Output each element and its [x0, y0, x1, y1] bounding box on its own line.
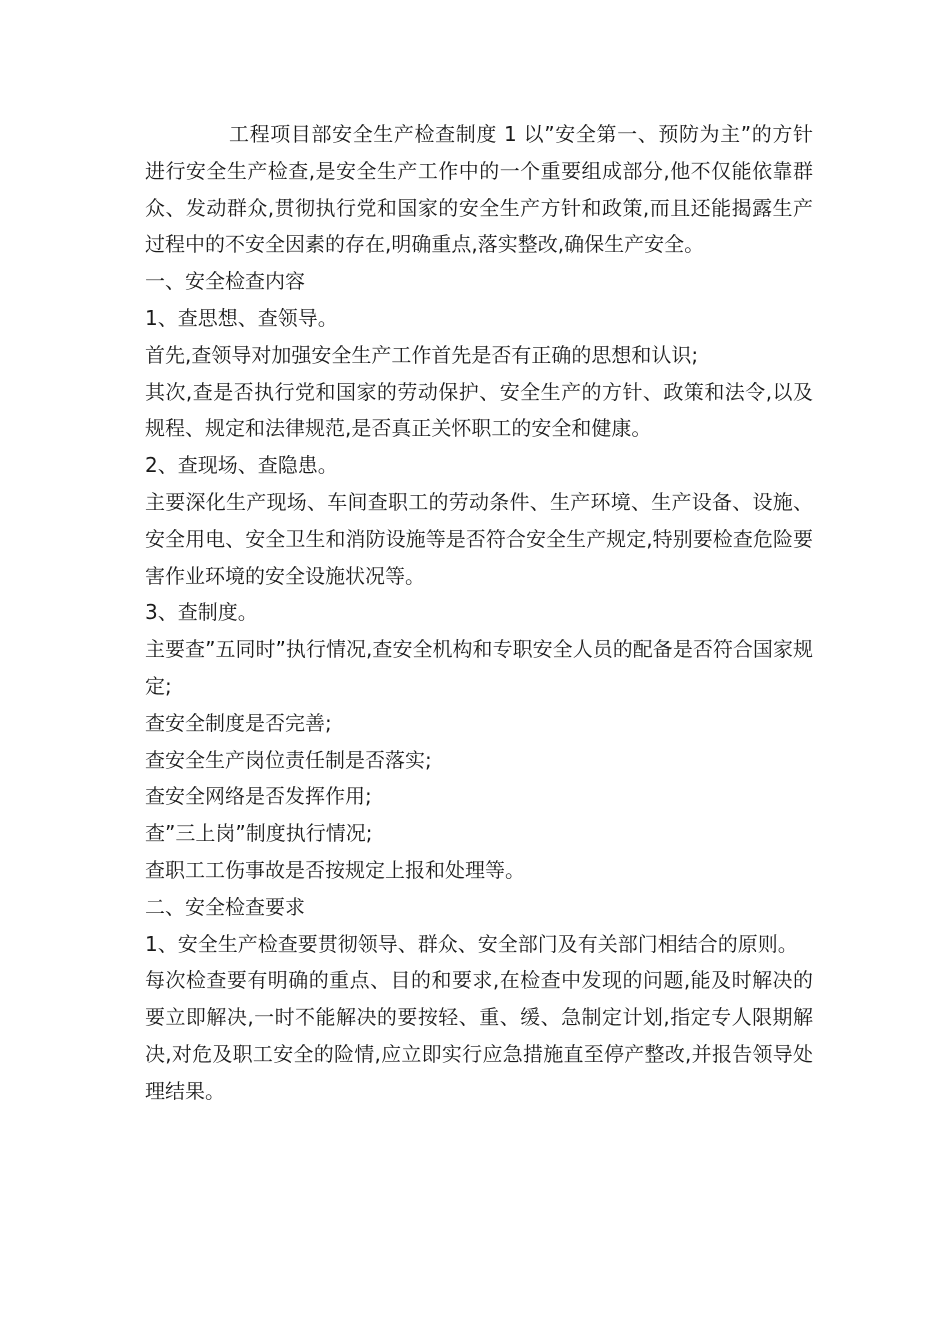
subheading-ideology-leadership: 1、查思想、查领导。 [145, 305, 338, 330]
paragraph: 主要查”五同时”执行情况,查安全机构和专职安全人员的配备是否符合国家规定; [145, 637, 813, 698]
section-heading-inspection-requirements: 二、安全检查要求 [145, 894, 305, 919]
section-heading-inspection-content: 一、安全检查内容 [145, 269, 305, 294]
paragraph: 首先,查领导对加强安全生产工作首先是否有正确的思想和认识; [145, 342, 699, 367]
paragraph: 其次,查是否执行党和国家的劳动保护、安全生产的方针、政策和法令,以及规程、规定和法律规范,是否真正关怀职工的安全和健康。 [145, 379, 813, 441]
paragraph: 查安全生产岗位责任制是否落实; [145, 747, 432, 772]
subheading-site-hazards: 2、查现场、查隐患。 [145, 453, 338, 478]
paragraph: 查职工工伤事故是否按规定上报和处理等。 [145, 857, 525, 882]
paragraph: 主要深化生产现场、车间查职工的劳动条件、生产环境、生产设备、设施、安全用电、安全卫生和消防设施等是否符合安全生产规定,特别要检查危险要害作业环境的安全设施状况等。 [145, 489, 813, 588]
paragraph: 查”三上岗”制度执行情况; [145, 821, 373, 846]
document-body [145, 116, 813, 1110]
subheading-systems: 3、查制度。 [145, 600, 258, 625]
intro-paragraph: 工程项目部安全生产检查制度 1 以”安全第一、预防为主”的方针进行安全生产检查,是安全生产工作中的一个重要组成部分,他不仅能依靠群众、发动群众,贯彻执行党和国家的安全生产方针和政策,而且还能揭露生产过程中的不安全因素的存在,明确重点,落实整改,确保生产安全。 [145, 122, 813, 257]
paragraph: 查安全制度是否完善; [145, 710, 332, 735]
paragraph: 每次检查要有明确的重点、目的和要求,在检查中发现的问题,能及时解决的要立即解决,一时不能解决的要按轻、重、缓、急制定计划,指定专人限期解决,对危及职工安全的险情,应立即实行应急措施直至停产整改,并报告领导处理结果。 [145, 968, 813, 1103]
paragraph: 查安全网络是否发挥作用; [145, 784, 372, 809]
paragraph: 1、安全生产检查要贯彻领导、群众、安全部门及有关部门相结合的原则。 [145, 931, 798, 956]
